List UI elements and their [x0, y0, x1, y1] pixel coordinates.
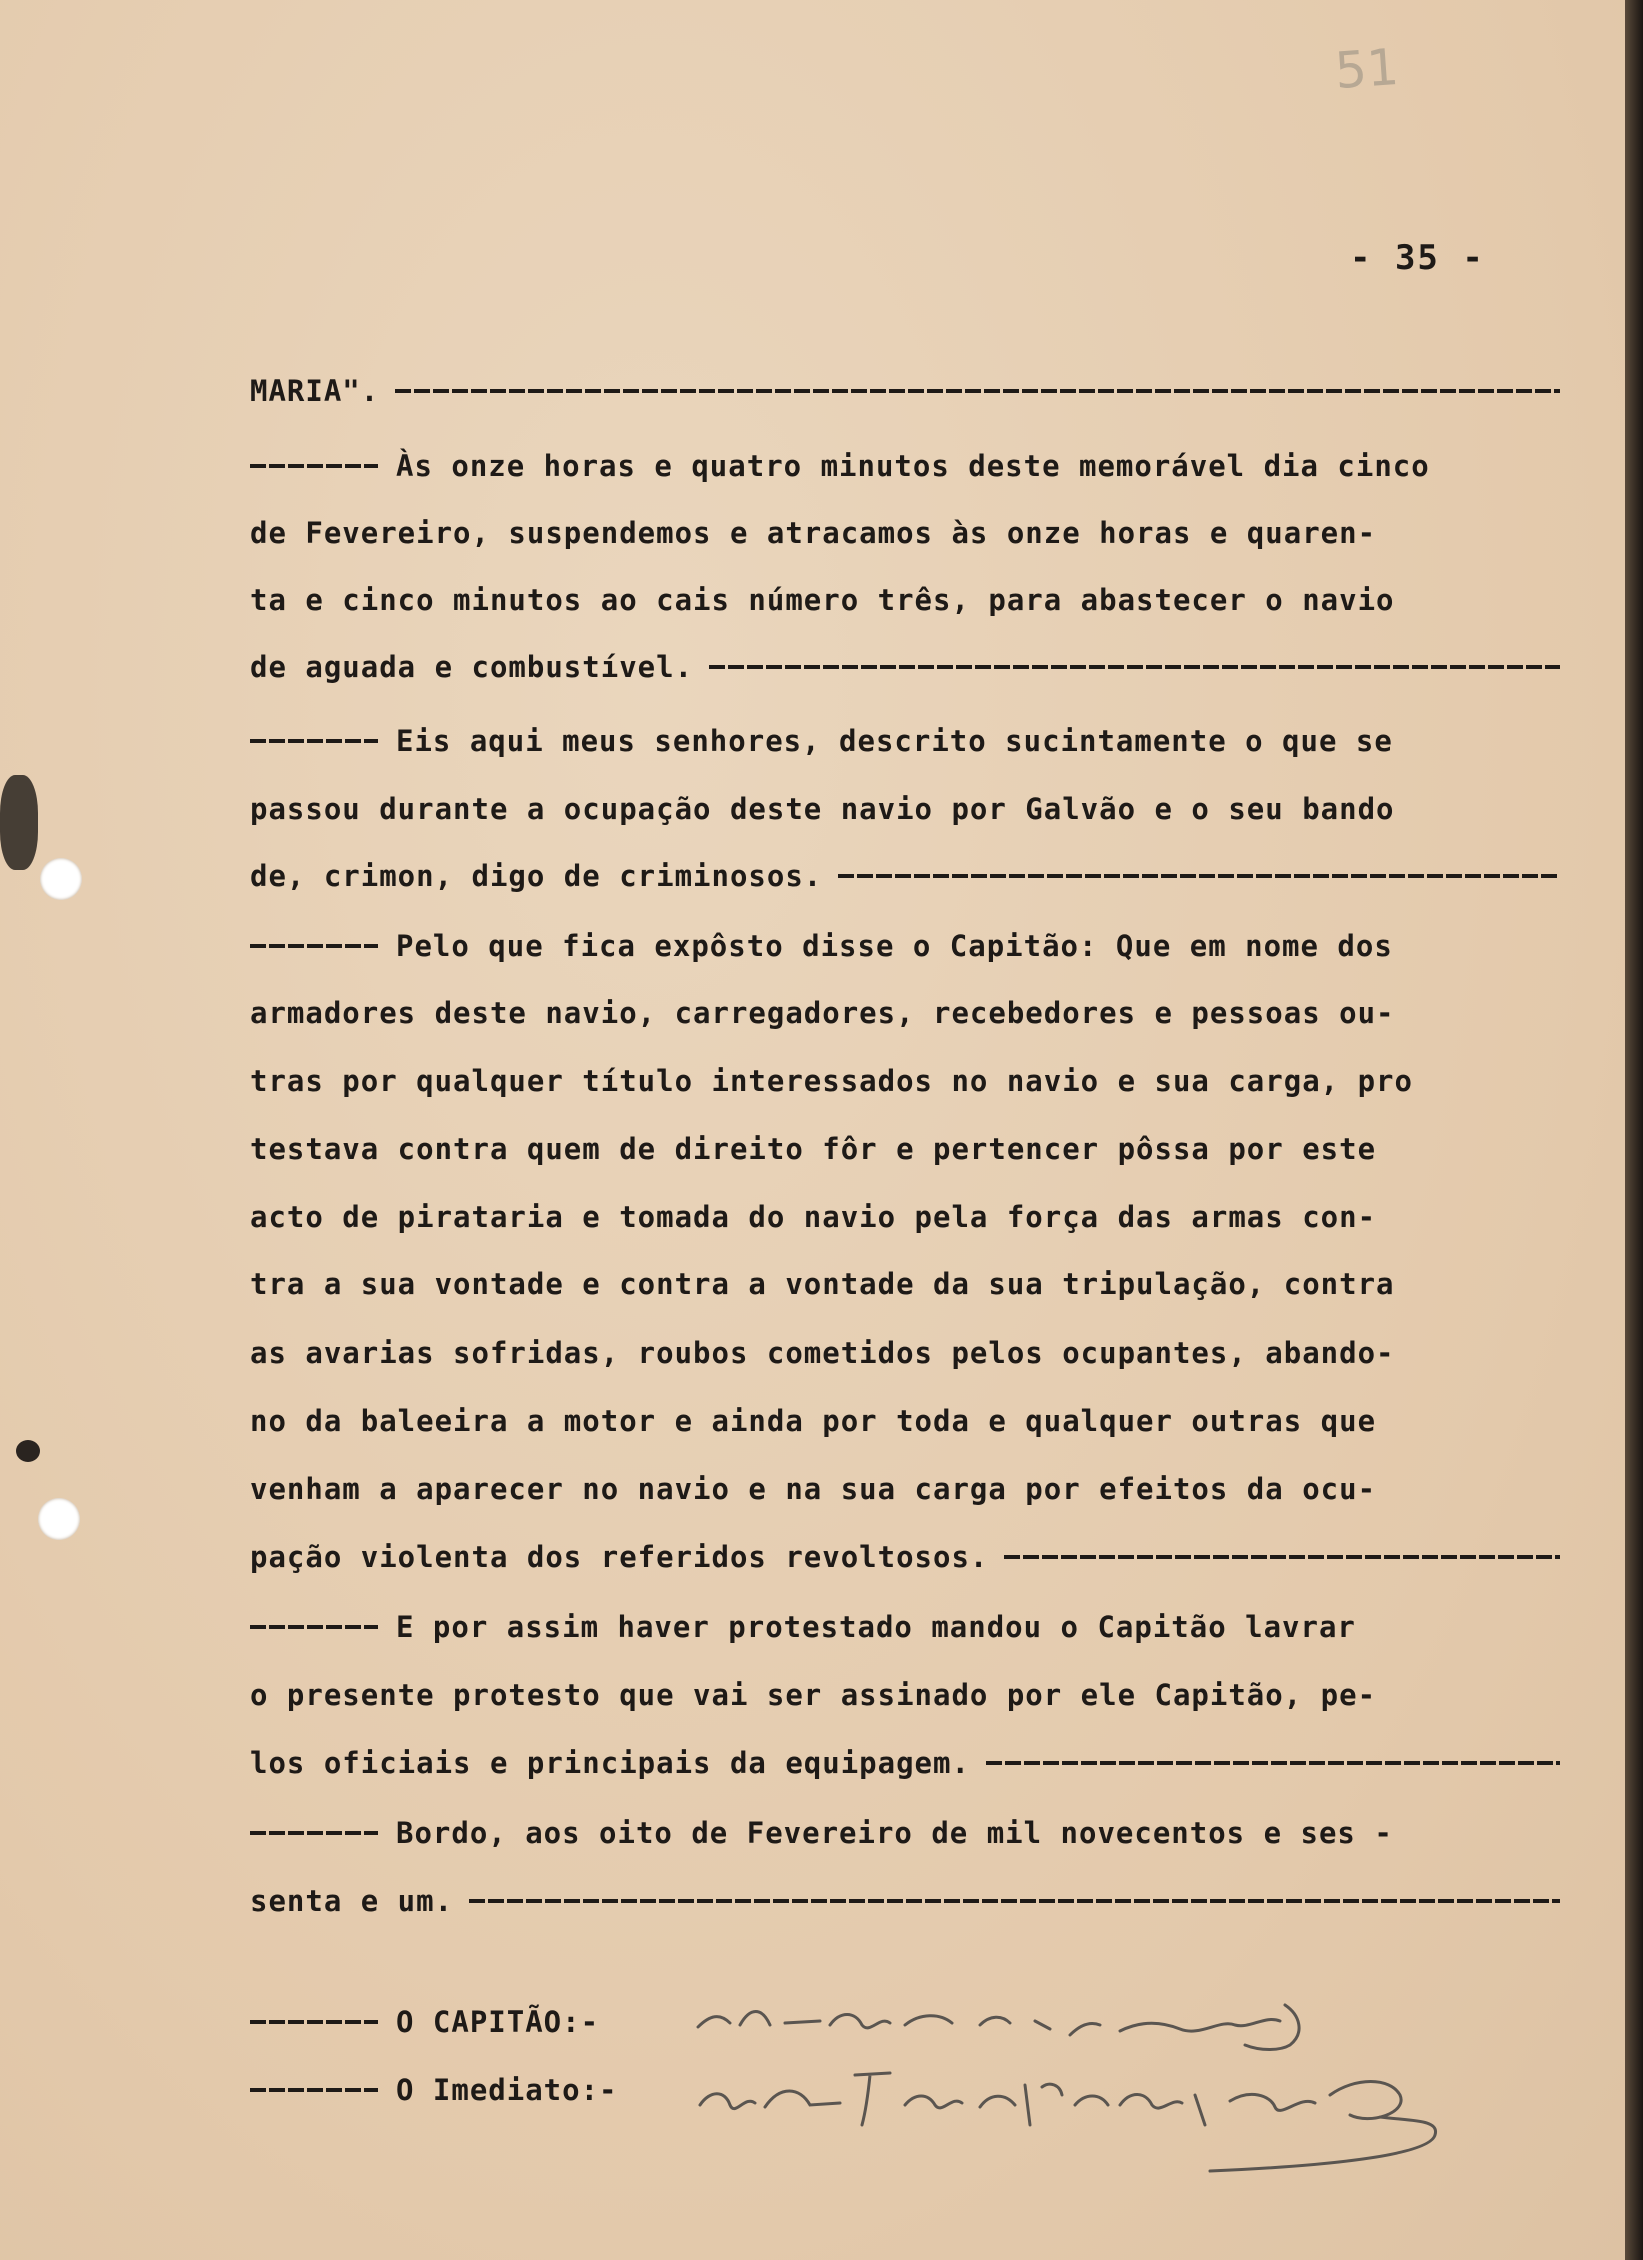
text-line — [250, 1332, 1560, 1374]
line-text: E por assim haver protestado mandou o Capitão lavrar — [396, 1610, 1356, 1644]
line-text: de Fevereiro, suspendemos e atracamos às onze horas e quaren- — [250, 516, 1377, 550]
text-line — [250, 370, 1560, 412]
punch-hole-lower — [38, 1498, 80, 1540]
text-line — [250, 855, 1560, 897]
text-line — [250, 512, 1560, 554]
line-text: Às onze horas e quatro minutos deste memorável dia cinco — [396, 449, 1430, 483]
text-line — [250, 1536, 1560, 1578]
leader-dashes — [250, 2088, 378, 2092]
text-line — [250, 1812, 1560, 1854]
text-line — [250, 1606, 1560, 1648]
page-number: - 35 - — [1350, 238, 1485, 278]
trailing-dashes — [1004, 1555, 1560, 1559]
text-line — [250, 1880, 1560, 1922]
line-text: senta e um. — [250, 1884, 454, 1918]
text-line — [250, 720, 1560, 762]
line-text: Eis aqui meus senhores, descrito sucintamente o que se — [396, 724, 1393, 758]
line-text: de aguada e combustível. — [250, 650, 694, 684]
line-text: los oficiais e principais da equipagem. — [250, 1746, 970, 1780]
text-line — [250, 788, 1560, 830]
trailing-dashes — [709, 665, 1560, 669]
text-line — [250, 1060, 1560, 1102]
punch-hole-upper — [40, 858, 82, 900]
line-text: ta e cinco minutos ao cais número três, para abastecer o navio — [250, 583, 1395, 617]
leader-dashes — [250, 1625, 378, 1629]
signature-label-captain: O CAPITÃO:- — [396, 2005, 600, 2039]
line-text: armadores deste navio, carregadores, recebedores e pessoas ou- — [250, 996, 1395, 1030]
text-line — [250, 925, 1560, 967]
line-text: tra a sua vontade e contra a vontade da sua tripulação, contra — [250, 1267, 1395, 1301]
trailing-dashes — [986, 1761, 1560, 1765]
line-text: acto de pirataria e tomada do navio pela força das armas con- — [250, 1200, 1377, 1234]
signature-label-first-officer: O Imediato:- — [396, 2073, 618, 2107]
text-line — [250, 1742, 1560, 1784]
text-line — [250, 445, 1560, 487]
line-text: Bordo, aos oito de Fevereiro de mil novecentos e ses - — [396, 1816, 1393, 1850]
leader-dashes — [250, 739, 378, 743]
text-line — [250, 1128, 1560, 1170]
line-text: tras por qualquer título interessados no navio e sua carga, pro — [250, 1064, 1413, 1098]
text-line — [250, 1263, 1560, 1305]
text-line — [250, 646, 1560, 688]
leader-dashes — [250, 1831, 378, 1835]
pencil-folio-number: 51 — [1333, 37, 1401, 101]
line-text: testava contra quem de direito fôr e pertencer pôssa por este — [250, 1132, 1377, 1166]
leader-dashes — [250, 2020, 378, 2024]
line-text: as avarias sofridas, roubos cometidos pelos ocupantes, abando- — [250, 1336, 1395, 1370]
page-edge-shadow — [1625, 0, 1643, 2260]
line-text: no da baleeira a motor e ainda por toda e qualquer outras que — [250, 1404, 1377, 1438]
line-text: passou durante a ocupação deste navio por Galvão e o seu bando — [250, 792, 1395, 826]
text-line — [250, 1468, 1560, 1510]
text-line — [250, 1196, 1560, 1238]
line-text: Pelo que fica expôsto disse o Capitão: Que em nome dos — [396, 929, 1393, 963]
text-line — [250, 1400, 1560, 1442]
trailing-dashes — [395, 389, 1560, 393]
trailing-dashes — [469, 1899, 1560, 1903]
first-officer-signature — [690, 2055, 1510, 2185]
leader-dashes — [250, 944, 378, 948]
line-text: venham a aparecer no navio e na sua carga por efeitos da ocu- — [250, 1472, 1377, 1506]
text-line — [250, 1674, 1560, 1716]
text-line — [250, 579, 1560, 621]
line-text: o presente protesto que vai ser assinado por ele Capitão, pe- — [250, 1678, 1377, 1712]
ink-dot — [16, 1440, 40, 1462]
captain-signature — [690, 1985, 1350, 2060]
line-text: pação violenta dos referidos revoltosos. — [250, 1540, 989, 1574]
ink-stain — [0, 775, 38, 870]
line-text: de, crimon, digo de criminosos. — [250, 859, 823, 893]
leader-dashes — [250, 464, 378, 468]
text-line — [250, 992, 1560, 1034]
line-text: MARIA". — [250, 374, 380, 408]
trailing-dashes — [838, 874, 1560, 878]
